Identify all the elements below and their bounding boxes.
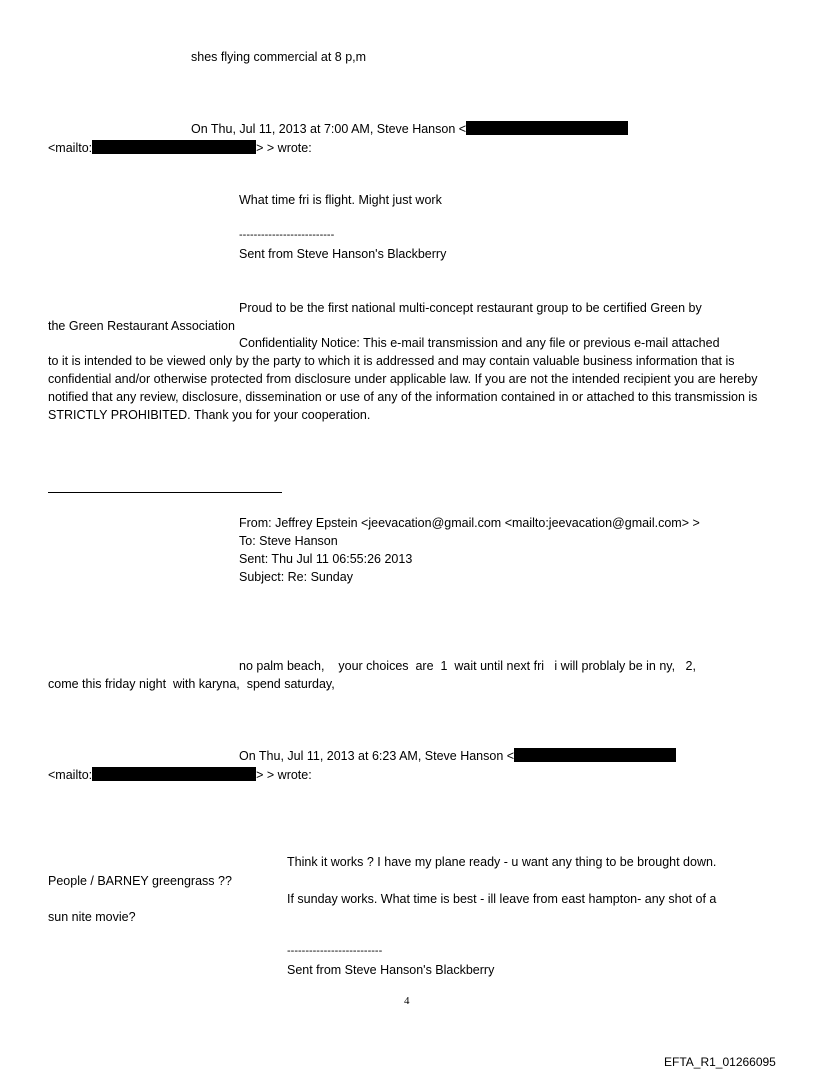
wrote-suffix: > > wrote:	[256, 768, 312, 782]
green-certification-line: Proud to be the first national multi-concept restaurant group to be certified Green by	[239, 301, 702, 315]
signature-separator: --------------------------	[287, 945, 383, 957]
green-certification-line-2: the Green Restaurant Association	[48, 319, 235, 333]
redaction-block	[514, 748, 676, 762]
header-to: To: Steve Hanson	[239, 534, 338, 548]
header-subject: Subject: Re: Sunday	[239, 570, 353, 584]
redaction-block	[92, 767, 256, 781]
message-body-plane: Think it works ? I have my plane ready - u want any thing to be brought down.	[287, 855, 717, 869]
reply-header-text: On Thu, Jul 11, 2013 at 6:23 AM, Steve Hanson <	[239, 749, 515, 763]
message-body-choices-2: come this friday night with karyna, spend saturday,	[48, 677, 335, 691]
signature-sent-from: Sent from Steve Hanson's Blackberry	[287, 963, 495, 977]
mailto-prefix: <mailto:	[48, 141, 93, 155]
bates-number: EFTA_R1_01266095	[664, 1055, 776, 1069]
redaction-block	[466, 121, 628, 135]
message-body-sunday: If sunday works. What time is best - ill leave from east hampton- any shot of a	[287, 892, 717, 906]
header-from: From: Jeffrey Epstein <jeevacation@gmail.com <mailto:jeevacation@gmail.com> >	[239, 516, 700, 530]
signature-separator: --------------------------	[239, 229, 335, 241]
redaction-block	[92, 140, 256, 154]
mailto-prefix: <mailto:	[48, 768, 93, 782]
signature-sent-from: Sent from Steve Hanson's Blackberry	[239, 247, 447, 261]
message-body-movie: sun nite movie?	[48, 910, 136, 924]
wrote-suffix: > > wrote:	[256, 141, 312, 155]
message-body-flight: What time fri is flight. Might just work	[239, 193, 442, 207]
header-divider	[48, 492, 282, 493]
reply-header-text: On Thu, Jul 11, 2013 at 7:00 AM, Steve Hanson <	[191, 122, 467, 136]
reply-header-mailto-700am	[48, 140, 312, 156]
reply-header-700am	[191, 121, 628, 137]
message-body-commercial: shes flying commercial at 8 p,m	[191, 50, 367, 64]
message-body-barney: People / BARNEY greengrass ??	[48, 874, 232, 888]
page-number: 4	[404, 995, 410, 1007]
reply-header-mailto-623am	[48, 767, 312, 783]
header-sent: Sent: Thu Jul 11 06:55:26 2013	[239, 552, 413, 566]
confidentiality-notice-first: Confidentiality Notice: This e-mail transmission and any file or previous e-mail attached	[239, 336, 720, 350]
message-body-choices: no palm beach, your choices are 1 wait until next fri i will problaly be in ny, 2,	[239, 659, 696, 673]
confidentiality-notice-body: to it is intended to be viewed only by the party to which it is addressed and may contain valuable business information that is confidential and/or otherwise protected from disclosure under applicable law. If you are not the intended recipient you are hereby notified that any review, disclosure, dissemination or use of any of the information contained in or attached to this transmission is STRICTLY PROHIBITED. Thank you for your cooperation.	[48, 354, 758, 422]
reply-header-623am	[239, 748, 676, 764]
